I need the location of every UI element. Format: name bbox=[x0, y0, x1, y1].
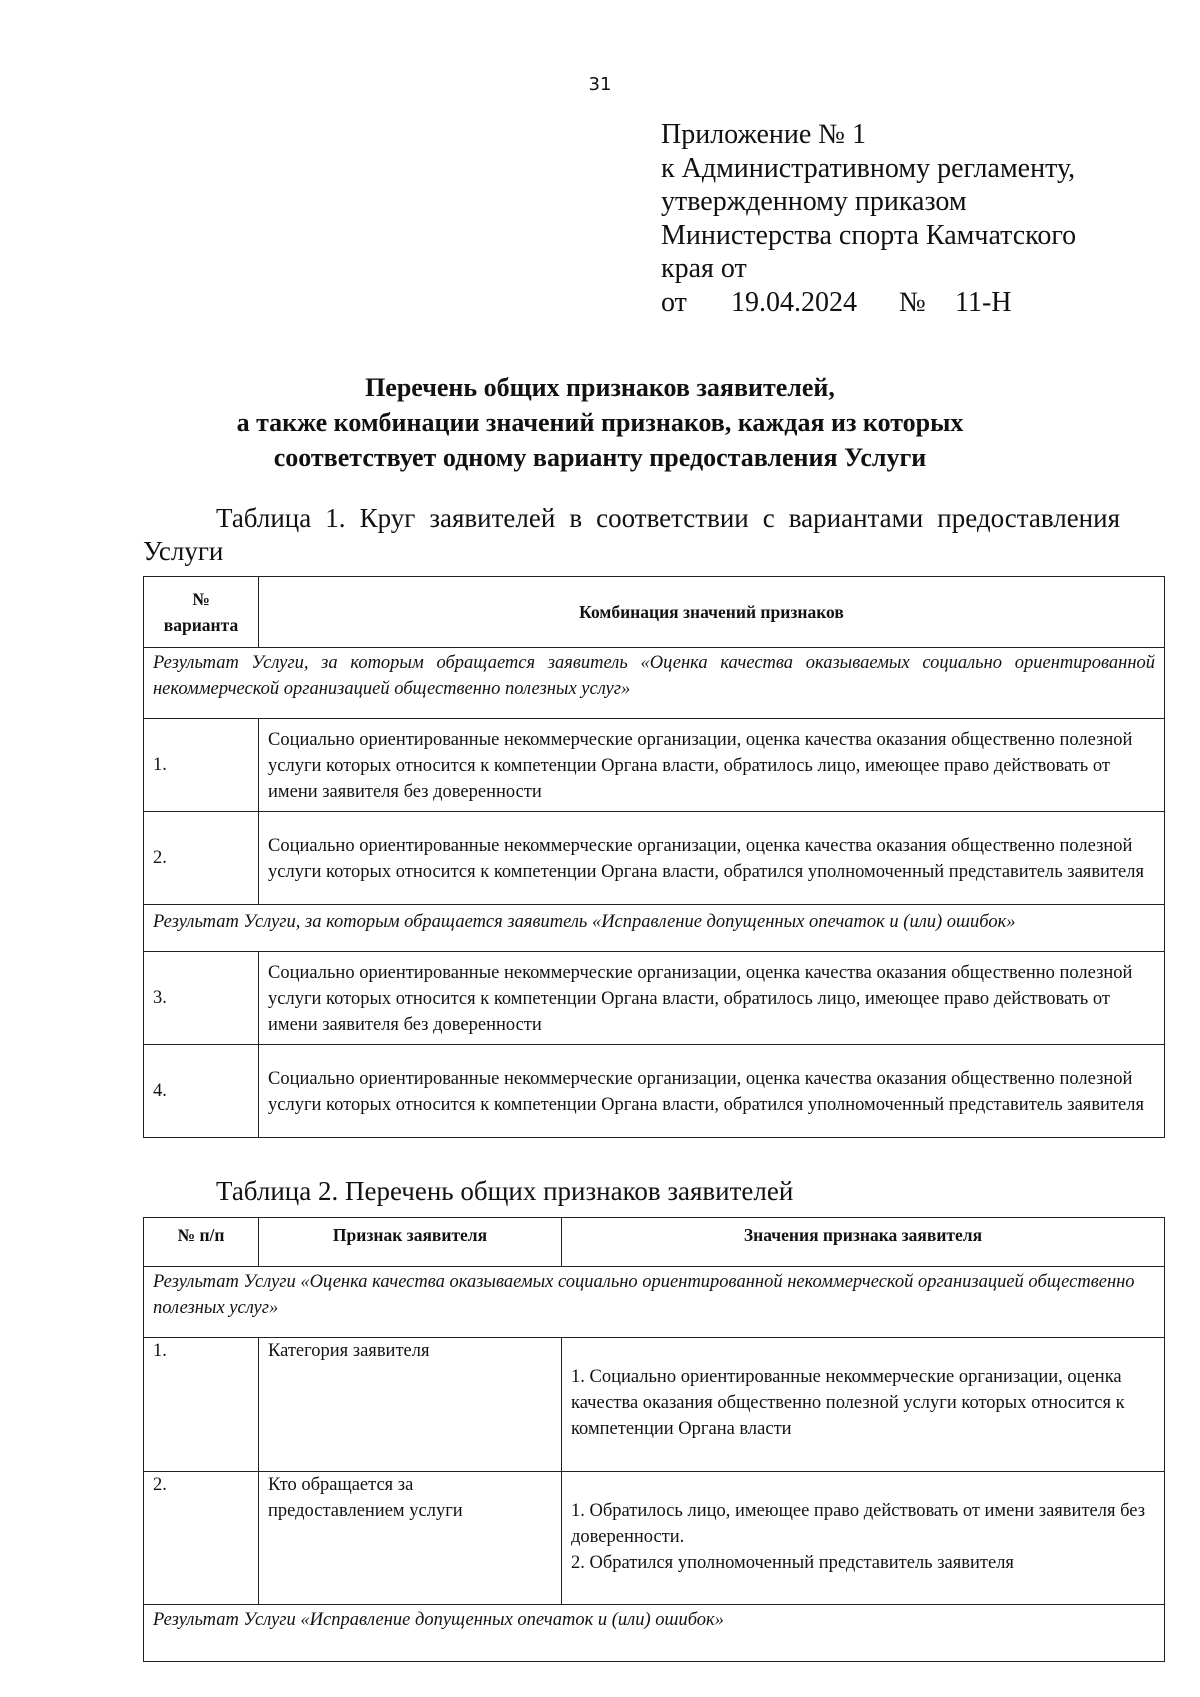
document-heading bbox=[0, 370, 1200, 475]
heading-line: а также комбинации значений признаков, каждая из которых bbox=[236, 408, 964, 437]
order-date: 19.04.2024 bbox=[731, 286, 857, 318]
table-row bbox=[144, 952, 1165, 1045]
attribute-name: Кто обращается за предоставлением услуги bbox=[259, 1472, 562, 1605]
appendix-line: утвержденному приказом bbox=[661, 186, 967, 217]
variant-combination: Социально ориентированные некоммерческие организации, оценка качества оказания общественно полезной услуги которых относится к компетенции Органа власти, обратился уполномоченный представитель заявителя bbox=[259, 1045, 1165, 1138]
attribute-value: 2. Обратился уполномоченный представитель заявителя bbox=[571, 1553, 1014, 1573]
table2-col-attribute: Признак заявителя bbox=[259, 1218, 562, 1267]
table-row bbox=[144, 1472, 1165, 1605]
appendix-block bbox=[661, 118, 1076, 319]
order-number: 11-Н bbox=[955, 286, 1012, 318]
variant-number: 1. bbox=[144, 719, 259, 812]
appendix-line: к Административному регламенту, bbox=[661, 152, 1076, 184]
table1-caption: Таблица 1. Круг заявителей в соответствии с вариантами предоставления Услуги bbox=[143, 503, 1120, 566]
table1-section-row bbox=[144, 648, 1165, 719]
attribute-number: 2. bbox=[144, 1472, 259, 1605]
table1-section-row bbox=[144, 905, 1165, 952]
variant-combination: Социально ориентированные некоммерческие организации, оценка качества оказания общественно полезной услуги которых относится к компетенции Органа власти, обратилось лицо, имеющее право действовать от имени заявителя без доверенности bbox=[259, 952, 1165, 1045]
attribute-values bbox=[562, 1472, 1165, 1605]
table2-section-title: Результат Услуги «Оценка качества оказываемых социально ориентированной некоммерческой организацией общественно полезных услуг» bbox=[144, 1267, 1165, 1338]
heading-line: соответствует одному варианту предоставления Услуги bbox=[273, 443, 927, 472]
table2-col-number: № п/п bbox=[144, 1218, 259, 1267]
table1-col-combination: Комбинация значений признаков bbox=[259, 577, 1165, 648]
heading-line: Перечень общих признаков заявителей, bbox=[365, 373, 835, 402]
table-row bbox=[144, 1045, 1165, 1138]
table1 bbox=[143, 576, 1165, 1138]
page-number: 31 bbox=[588, 74, 612, 95]
table1-col-number-line: № bbox=[192, 589, 210, 609]
table2-section-title: Результат Услуги «Исправление допущенных опечаток и (или) ошибок» bbox=[144, 1605, 1165, 1662]
appendix-date-line bbox=[661, 286, 1076, 320]
table2-col-values: Значения признака заявителя bbox=[562, 1218, 1165, 1267]
variant-number: 2. bbox=[144, 812, 259, 905]
variant-number: 4. bbox=[144, 1045, 259, 1138]
number-sign: № bbox=[899, 286, 926, 318]
table1-col-number bbox=[144, 577, 259, 648]
attribute-name: Категория заявителя bbox=[259, 1338, 562, 1472]
table1-col-number-line: варианта bbox=[163, 615, 239, 635]
table2-caption: Таблица 2. Перечень общих признаков заявителей bbox=[216, 1176, 794, 1206]
table2-header-row bbox=[144, 1218, 1165, 1267]
attribute-values bbox=[562, 1338, 1165, 1472]
attribute-number: 1. bbox=[144, 1338, 259, 1472]
table1-header-row bbox=[144, 577, 1165, 648]
table-row bbox=[144, 719, 1165, 812]
table1-section-title: Результат Услуги, за которым обращается заявитель «Оценка качества оказываемых социально ориентированной некоммерческой организацией общественно полезных услуг» bbox=[144, 648, 1165, 719]
table2-section-row bbox=[144, 1267, 1165, 1338]
table2-section-row bbox=[144, 1605, 1165, 1662]
table1-section-title: Результат Услуги, за которым обращается заявитель «Исправление допущенных опечаток и (или) ошибок» bbox=[144, 905, 1165, 952]
table-row bbox=[144, 1338, 1165, 1472]
attribute-value: 1. Обратилось лицо, имеющее право действовать от имени заявителя без доверенности. bbox=[571, 1501, 1146, 1547]
variant-combination: Социально ориентированные некоммерческие организации, оценка качества оказания общественно полезной услуги которых относится к компетенции Органа власти, обратилось лицо, имеющее право действовать от имени заявителя без доверенности bbox=[259, 719, 1165, 812]
appendix-line: края от bbox=[661, 253, 747, 284]
appendix-line: Приложение № 1 bbox=[661, 119, 866, 150]
appendix-line: Министерства спорта Камчатского bbox=[661, 219, 1077, 251]
attribute-value: 1. Социально ориентированные некоммерческие организации, оценка качества оказания общественно полезной услуги которых относится к компетенции Органа власти bbox=[571, 1367, 1125, 1439]
variant-number: 3. bbox=[144, 952, 259, 1045]
table2 bbox=[143, 1217, 1165, 1662]
date-prefix: от bbox=[661, 286, 687, 318]
table-row bbox=[144, 812, 1165, 905]
variant-combination: Социально ориентированные некоммерческие организации, оценка качества оказания общественно полезной услуги которых относится к компетенции Органа власти, обратился уполномоченный представитель заявителя bbox=[259, 812, 1165, 905]
